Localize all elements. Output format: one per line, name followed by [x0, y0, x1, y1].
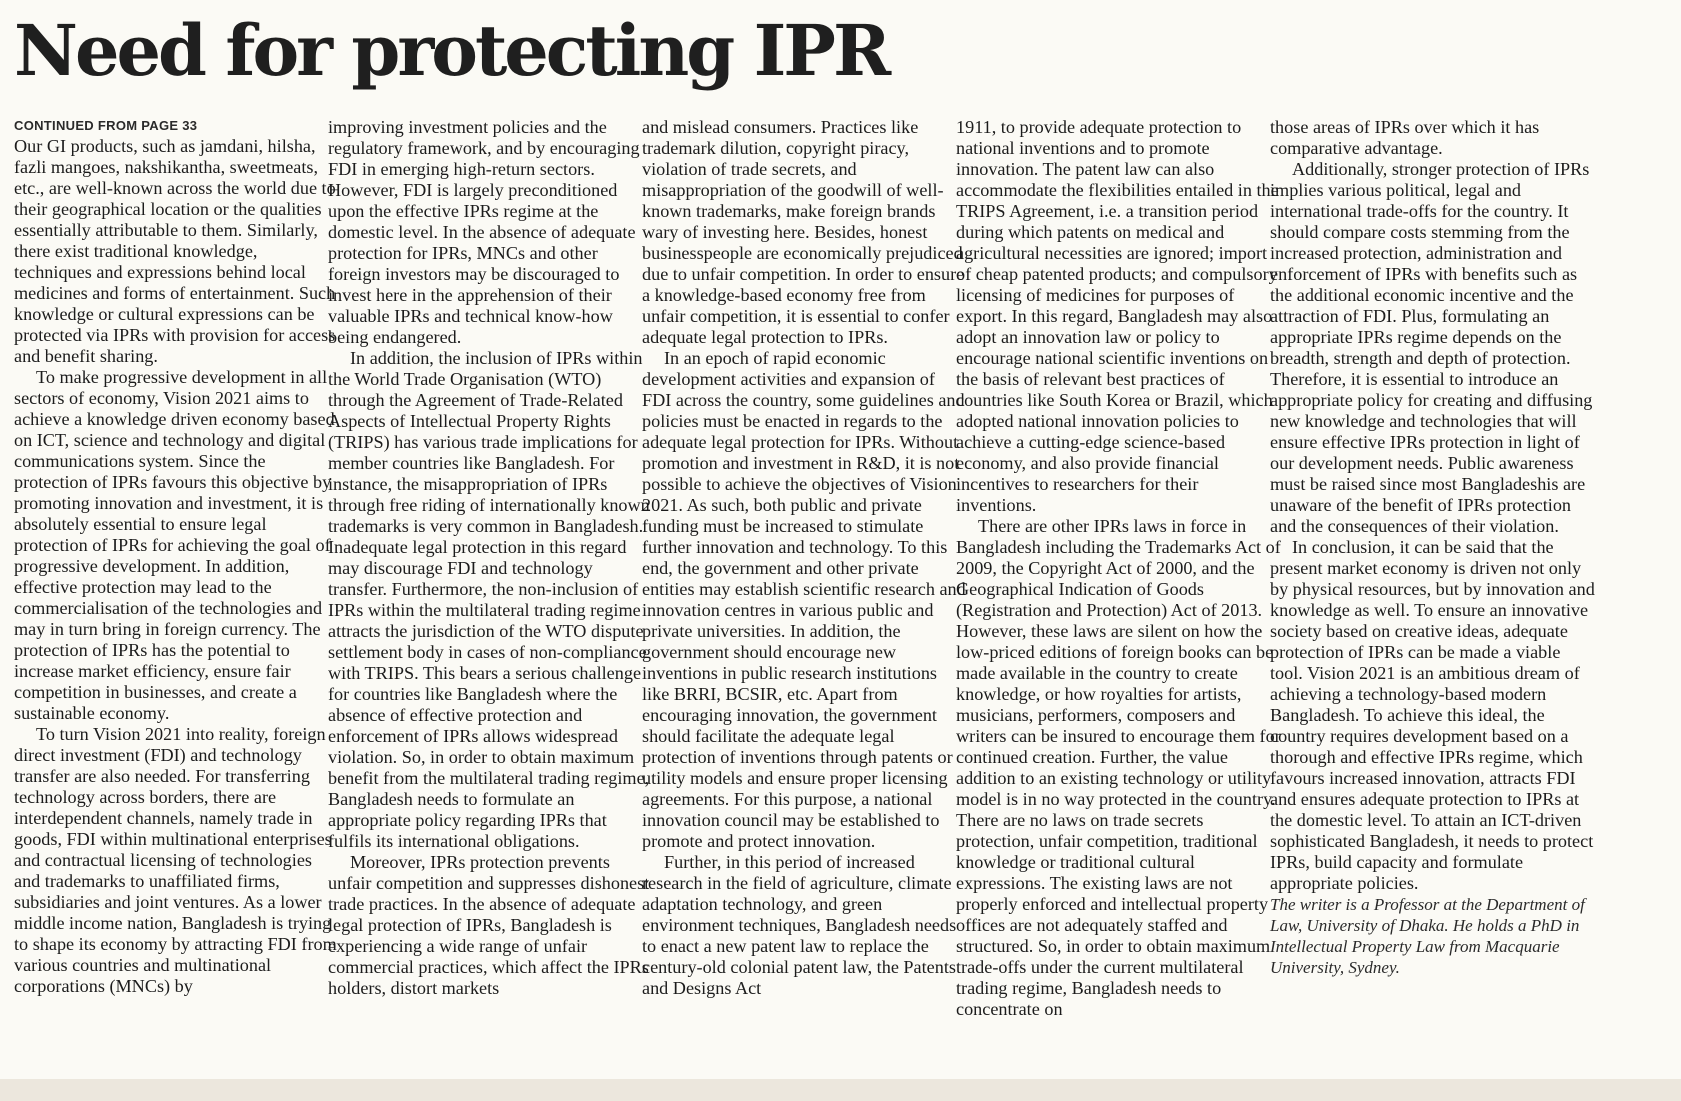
paragraph: In an epoch of rapid economic development activities and expansion of FDI across the country, some guidelines and policies must be enacted in regards to the adequate legal protection for IPRs. Without promotion and investment in R&D, it is not possible to achieve the objectives of Vision 2021. As such, both public and private funding must be increased to stimulate further innovation and technology. To this end, the government and other private entities may establish scientific research and innovation centres in various public and private universities. In addition, the government should encourage new inventions in public research institutions like BRRI, BCSIR, etc. Apart from encouraging innovation, the government should facilitate the adequate legal protection of inventions through patents or utility models and ensure proper licensing agreements. For this purpose, a national innovation council may be established to promote and protect innovation. [642, 348, 966, 851]
paragraph: those areas of IPRs over which it has comparative advantage. [1270, 117, 1540, 158]
headline: Need for protecting IPR [14, 9, 889, 92]
paragraph: There are other IPRs laws in force in Bangladesh including the Trademarks Act of 2009, the Copyright Act of 2000, and the Geographical Indication of Goods (Registration and Protection) Act of 2013. However, these laws are silent on how the low-priced editions of foreign books can be made available in the country to create knowledge, or how royalties for artists, musicians, performers, composers and writers can be insured to encourage them for continued creation. Further, the value addition to an existing technology or utility model is in no way protected in the country. There are no laws on trade secrets protection, unfair competition, traditional knowledge or traditional cultural expressions. The existing laws are not properly enforced and intellectual property offices are not adequately staffed and structured. So, in order to obtain maximum trade-offs under the current multilateral trading regime, Bangladesh needs to concentrate on [956, 516, 1281, 1019]
continued-from-label: CONTINUED FROM PAGE 33 [14, 118, 198, 133]
article-column-3 [642, 117, 967, 999]
page-bottom-edge [0, 1079, 1681, 1101]
paragraph: To make progressive development in all sectors of economy, Vision 2021 aims to achieve a knowledge driven economy based on ICT, science and technology and digital communications system. Since the protection of IPRs favours this objective by promoting innovation and investment, it is absolutely essential to ensure legal protection of IPRs for achieving the goal of progressive development. In addition, effective protection may lead to the commercialisation of the technologies and may in turn bring in foreign currency. The protection of IPRs has the potential to increase market efficiency, ensure fair competition in businesses, and create a sustainable economy. [14, 367, 335, 723]
author-byline: The writer is a Professor at the Department of Law, University of Dhaka. He holds a PhD in Intellectual Property Law from Macquarie University, Sydney. [1270, 895, 1585, 977]
paragraph: 1911, to provide adequate protection to national inventions and to promote innovation. The patent law can also accommodate the flexibilities entailed in the TRIPS Agreement, i.e. a transition period during which patents on medical and agricultural necessities are ignored; import of cheap patented products; and compulsory licensing of medicines for purposes of export. In this regard, Bangladesh may also adopt an innovation law or policy to encourage national scientific inventions on the basis of relevant best practices of countries like South Korea or Brazil, which adopted national innovation policies to achieve a cutting-edge science-based economy, and also provide financial incentives to researchers for their inventions. [956, 117, 1279, 515]
article-column-4 [956, 117, 1281, 1020]
paragraph: Additionally, stronger protection of IPRs implies various political, legal and international trade-offs for the country. It should compare costs stemming from the increased protection, administration and enforcement of IPRs with benefits such as the additional economic incentive and the attraction of FDI. Plus, formulating an appropriate IPRs regime depends on the breadth, strength and depth of protection. Therefore, it is essential to introduce an appropriate policy for creating and diffusing new knowledge and technologies that will ensure effective IPRs protection in light of our development needs. Public awareness must be raised since most Bangladeshis are unaware of the benefit of IPRs protection and the consequences of their violation. [1270, 159, 1593, 536]
paragraph: and mislead consumers. Practices like trademark dilution, copyright piracy, violation of trade secrets, and misappropriation of the goodwill of well-known trademarks, make foreign brands wary of investing here. Besides, honest businesspeople are economically prejudiced due to unfair competition. In order to ensure a knowledge-based economy free from unfair competition, it is essential to confer adequate legal protection to IPRs. [642, 117, 965, 347]
paragraph: improving investment policies and the regulatory framework, and by encouraging FDI in emerging high-return sectors. However, FDI is largely preconditioned upon the effective IPRs regime at the domestic level. In the absence of adequate protection for IPRs, MNCs and other foreign investors may be discouraged to invest here in the apprehension of their valuable IPRs and technical know-how being endangered. [328, 117, 640, 347]
paragraph: Moreover, IPRs protection prevents unfair competition and suppresses dishonest trade practices. In the absence of adequate legal protection of IPRs, Bangladesh is experiencing a wide range of unfair commercial practices, which affect the IPRs holders, distort markets [328, 852, 650, 998]
paragraph: Our GI products, such as jamdani, hilsha, fazli mangoes, nakshikantha, sweetmeats, etc., are well-known across the world due to their geographical location or the qualities essentially attributable to them. Similarly, there exist traditional knowledge, techniques and expressions behind local medicines and forms of entertainment. Such knowledge or cultural expressions can be protected via IPRs with provision for access and benefit sharing. [14, 136, 336, 366]
paragraph: To turn Vision 2021 into reality, foreign direct investment (FDI) and technology transfer are also needed. For transferring technology across borders, there are interdependent channels, namely trade in goods, FDI within multinational enterprises and contractual licensing of technologies and trademarks to unaffiliated firms, subsidiaries and joint ventures. As a lower middle income nation, Bangladesh is trying to shape its economy by attracting FDI from various countries and multinational corporations (MNCs) by [14, 724, 337, 996]
article-column-5 [1270, 117, 1595, 978]
article-column-2 [328, 117, 653, 999]
paragraph: In addition, the inclusion of IPRs within the World Trade Organisation (WTO) through the Agreement of Trade-Related Aspects of Intellectual Property Rights (TRIPS) has various trade implications for member countries like Bangladesh. For instance, the misappropriation of IPRs through free riding of internationally known trademarks is very common in Bangladesh. Inadequate legal protection in this regard may discourage FDI and technology transfer. Furthermore, the non-inclusion of IPRs within the multilateral trading regime attracts the jurisdiction of the WTO dispute settlement body in cases of non-compliance with TRIPS. This bears a serious challenge for countries like Bangladesh where the absence of effective protection and enforcement of IPRs allows widespread violation. So, in order to obtain maximum benefit from the multilateral trading regime, Bangladesh needs to formulate an appropriate policy regarding IPRs that fulfils its international obligations. [328, 348, 650, 851]
paragraph: In conclusion, it can be said that the present market economy is driven not only by physical resources, but by innovation and knowledge as well. To ensure an innovative society based on creative ideas, adequate protection of IPRs can be made a viable tool. Vision 2021 is an ambitious dream of achieving a technology-based modern Bangladesh. To achieve this ideal, the country requires development based on a thorough and effective IPRs regime, which favours increased innovation, attracts FDI and ensures adequate protection to IPRs at the domestic level. To attain an ICT-driven sophisticated Bangladesh, it needs to protect IPRs, build capacity and formulate appropriate policies. [1270, 537, 1595, 893]
paragraph: Further, in this period of increased research in the field of agriculture, climate adaptation technology, and green environment techniques, Bangladesh needs to enact a new patent law to replace the century-old colonial patent law, the Patents and Designs Act [642, 852, 957, 998]
article-column-1 [14, 117, 339, 997]
